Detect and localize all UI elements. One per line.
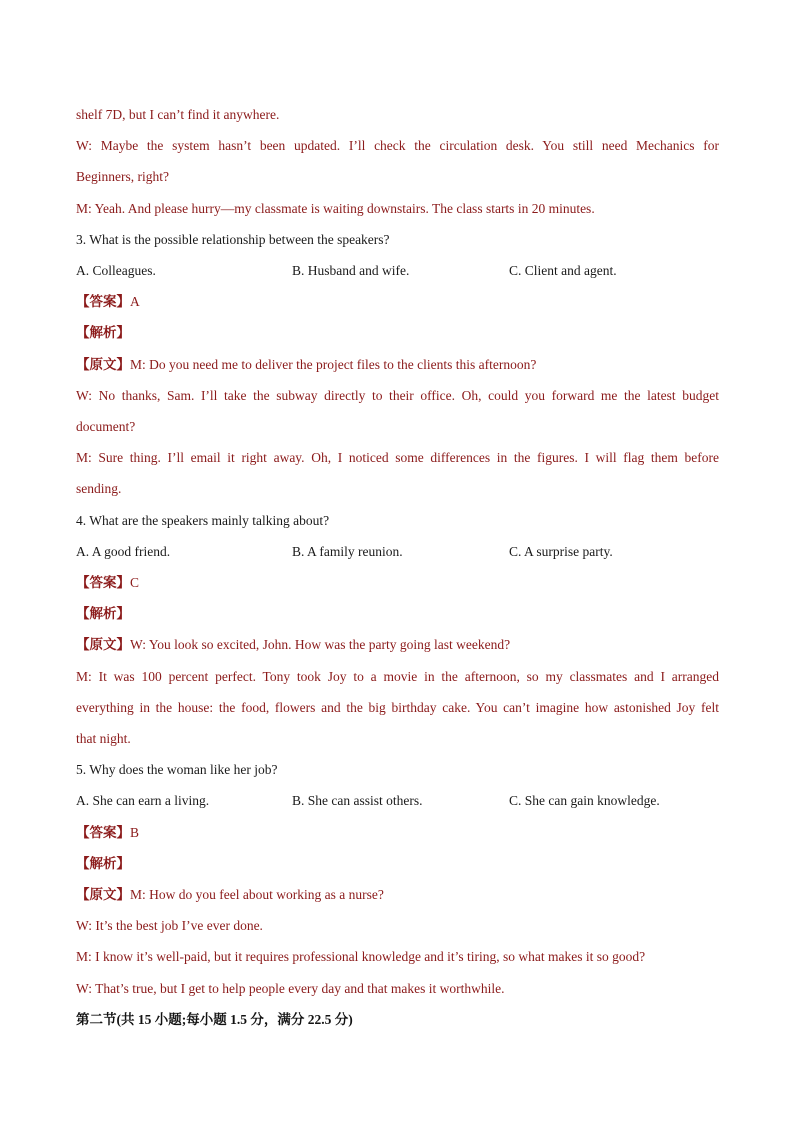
transcript-tag: 【原文】 — [76, 356, 130, 372]
transcript-line — [76, 879, 719, 910]
transcript-line: everything in the house: the food, flowers and the big birthday cake. You can’t imagine how astonished Joy felt — [76, 699, 719, 715]
answer-value: C — [130, 575, 140, 591]
transcript-line: M: It was 100 percent perfect. Tony took Joy to a movie in the afternoon, so my classmates and I arranged — [76, 668, 719, 684]
analysis-line — [76, 848, 719, 879]
answer-tag: 【答案】 — [76, 294, 130, 310]
transcript-text: M: How do you feel about working as a nurse? — [130, 887, 384, 903]
transcript-line: Beginners, right? — [76, 169, 169, 185]
section-heading: 第二节(共 15 小题;每小题 1.5 分，满分 22.5 分) — [76, 1011, 353, 1027]
transcript-line — [76, 349, 719, 380]
transcript-tag: 【原文】 — [76, 887, 130, 903]
analysis-line — [76, 317, 719, 348]
analysis-line — [76, 598, 719, 629]
options-row-3 — [76, 255, 719, 286]
question-3: 3. What is the possible relationship between the speakers? — [76, 231, 390, 247]
transcript-line: that night. — [76, 731, 131, 747]
answer-tag: 【答案】 — [76, 575, 130, 591]
analysis-tag: 【解析】 — [76, 325, 130, 341]
option-b: B. A family reunion. — [292, 543, 403, 559]
options-row-5 — [76, 785, 719, 816]
answer-line — [76, 567, 719, 598]
transcript-line: M: Sure thing. I’ll email it right away. Oh, I noticed some differences in the figures. I will flag them before — [76, 450, 719, 466]
transcript-line: W: That’s true, but I get to help people every day and that makes it worthwhile. — [76, 980, 505, 996]
transcript-line: shelf 7D, but I can’t find it anywhere. — [76, 107, 280, 122]
transcript-line: W: Maybe the system hasn’t been updated. I’ll check the circulation desk. You still need Mechanics for — [76, 138, 719, 154]
option-a: A. A good friend. — [76, 543, 171, 559]
transcript-line: W: No thanks, Sam. I’ll take the subway directly to their office. Oh, could you forward me the latest budget — [76, 387, 719, 403]
option-b: B. Husband and wife. — [292, 263, 410, 279]
option-a: A. Colleagues. — [76, 263, 156, 279]
document-page — [76, 99, 719, 1035]
transcript-line: document? — [76, 419, 136, 435]
answer-line — [76, 817, 719, 848]
answer-value: A — [130, 294, 140, 310]
transcript-line: M: Yeah. And please hurry—my classmate is waiting downstairs. The class starts in 20 minutes. — [76, 200, 595, 216]
transcript-line: M: I know it’s well-paid, but it requires professional knowledge and it’s tiring, so what makes it so good? — [76, 949, 646, 965]
question-5: 5. Why does the woman like her job? — [76, 762, 278, 778]
option-c: C. She can gain knowledge. — [509, 793, 660, 809]
question-4: 4. What are the speakers mainly talking about? — [76, 512, 330, 528]
option-a: A. She can earn a living. — [76, 793, 210, 809]
transcript-tag: 【原文】 — [76, 637, 130, 653]
option-c: C. Client and agent. — [509, 263, 617, 279]
answer-value: B — [130, 824, 140, 840]
options-row-4 — [76, 536, 719, 567]
answer-line — [76, 286, 719, 317]
analysis-tag: 【解析】 — [76, 855, 130, 871]
transcript-line — [76, 629, 719, 660]
transcript-line: sending. — [76, 481, 122, 497]
transcript-line: W: It’s the best job I’ve ever done. — [76, 918, 263, 934]
analysis-tag: 【解析】 — [76, 606, 130, 622]
transcript-text: M: Do you need me to deliver the project files to the clients this afternoon? — [130, 356, 537, 372]
transcript-text: W: You look so excited, John. How was the party going last weekend? — [130, 637, 511, 653]
option-b: B. She can assist others. — [292, 793, 423, 809]
answer-tag: 【答案】 — [76, 824, 130, 840]
option-c: C. A surprise party. — [509, 543, 613, 559]
